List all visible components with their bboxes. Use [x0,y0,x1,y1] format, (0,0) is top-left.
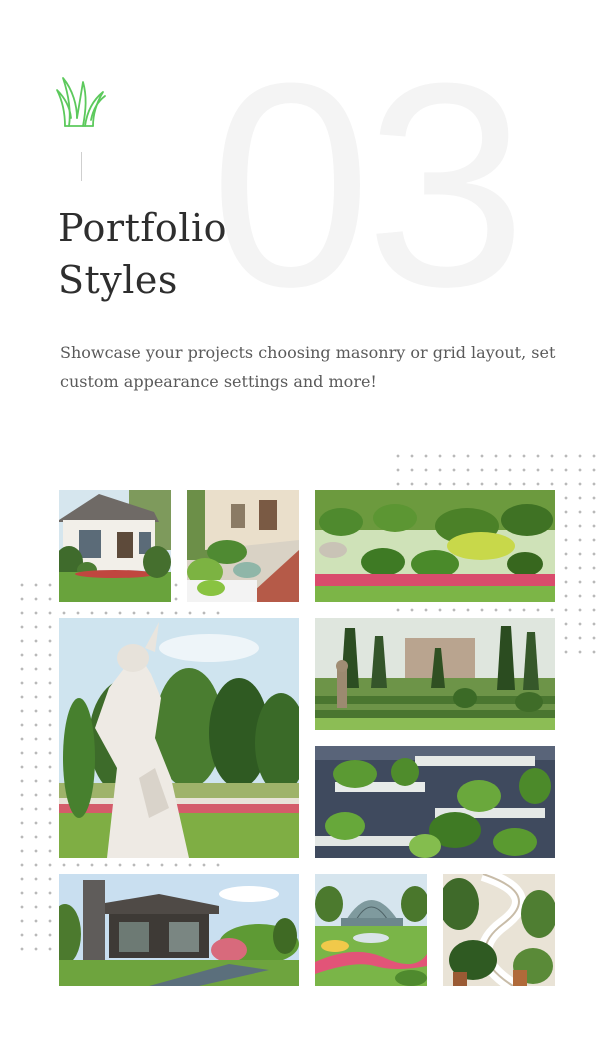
flowerbed-path-photo[interactable] [187,490,299,602]
stone-gazebo-pond-photo[interactable] [59,874,299,986]
grass-icon [55,74,107,128]
statue-park-photo[interactable] [59,618,299,858]
house-lawn-photo[interactable] [59,490,171,602]
spiral-stair-plants-photo[interactable] [443,874,555,986]
cypress-maze-garden-photo[interactable] [315,618,555,730]
title-line-1: Portfolio [58,206,227,250]
green-balcony-building-photo[interactable] [315,746,555,858]
vertical-divider [81,152,82,181]
section-number: 03 [210,23,521,347]
title-line-2: Styles [58,258,178,302]
topiary-garden-photo[interactable] [315,490,555,602]
section-description: Showcase your projects choosing masonry or grid layout, set custom appearance settings and more! [60,343,556,391]
section-title [58,202,227,306]
glasshouse-garden-photo[interactable] [315,874,427,986]
